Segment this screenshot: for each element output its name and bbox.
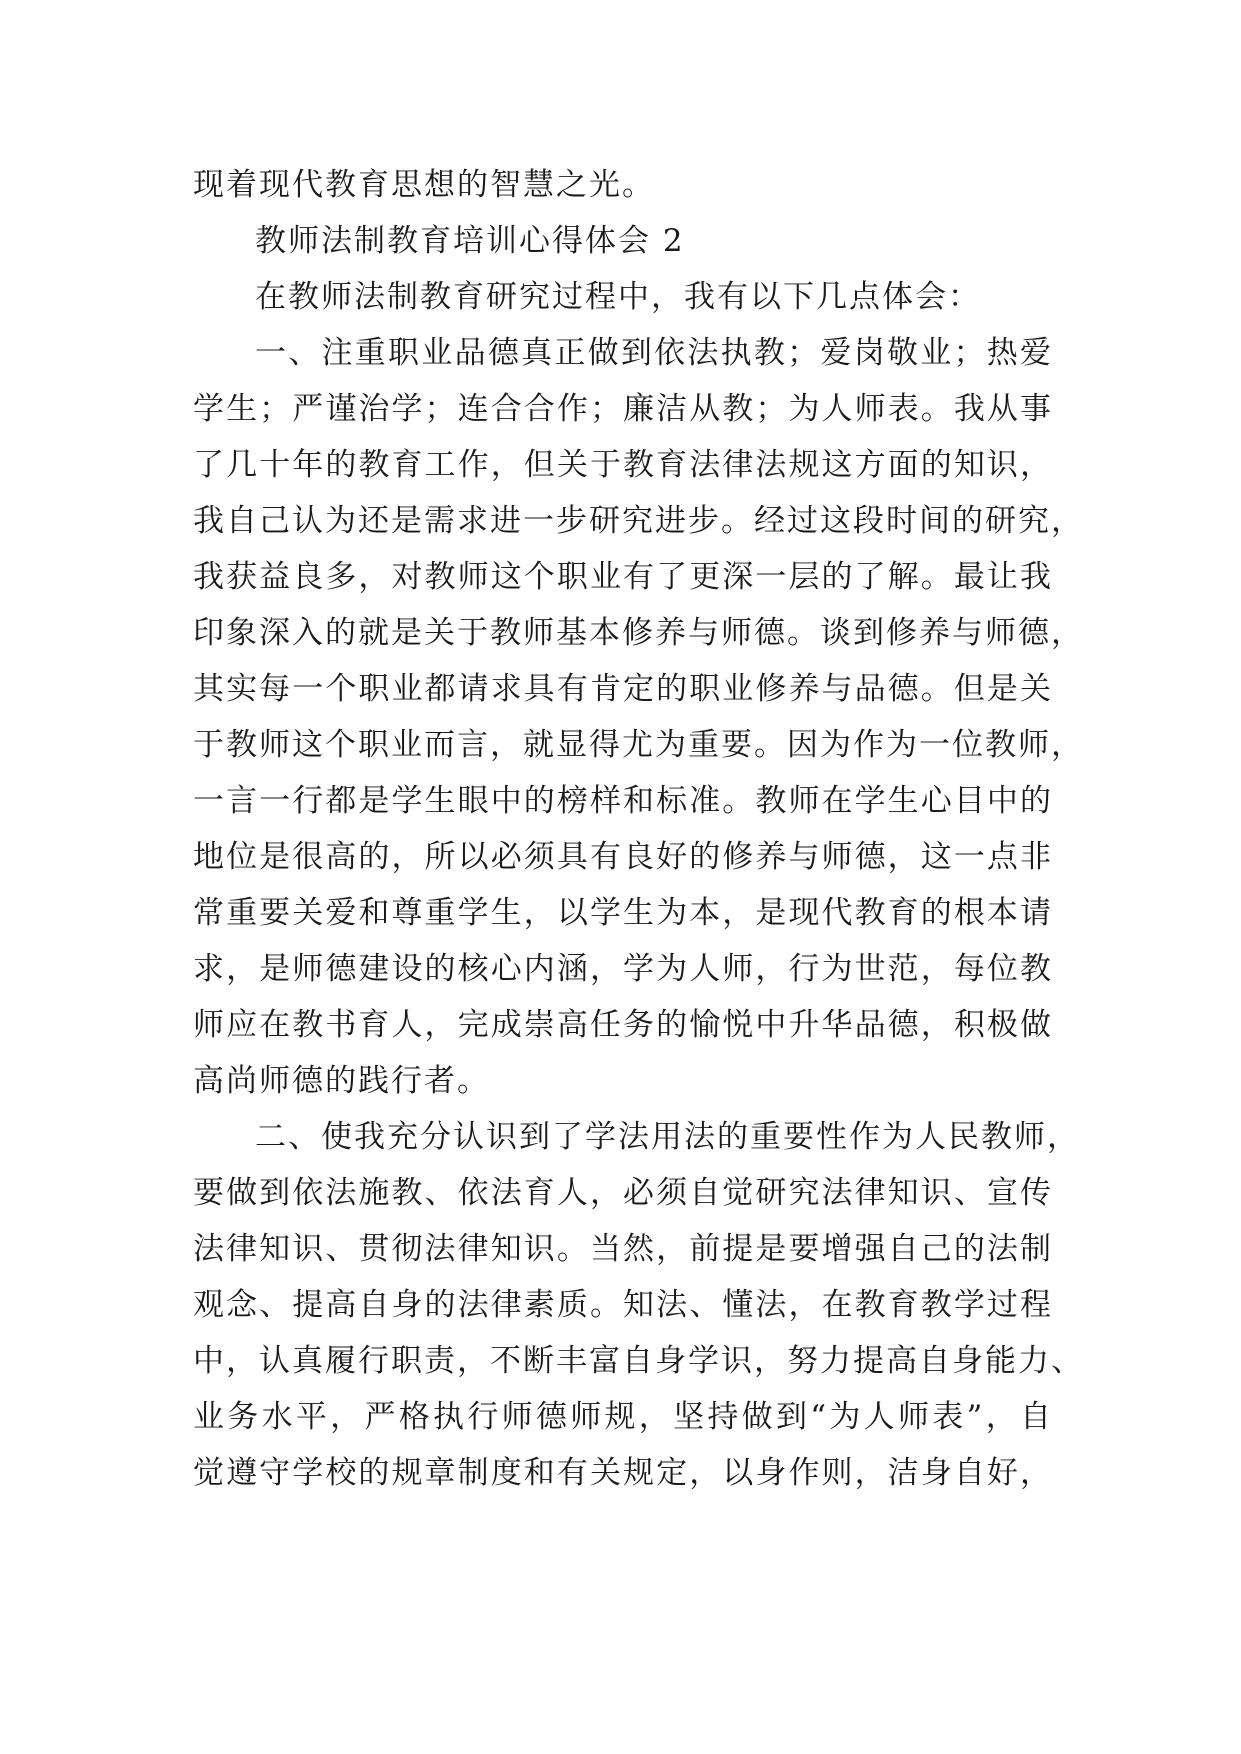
text-line: 我自己认为还是需求进一步研究进步。经过这段时间的研究，	[193, 503, 1084, 539]
text-line: 业务水平，严格执行师德师规，坚持做到“为人师表”，自	[193, 1399, 1053, 1435]
text-line: 学生；严谨治学；连合合作；廉洁从教；为人师表。我从事	[193, 391, 1053, 427]
text-line: 于教师这个职业而言，就显得尤为重要。因为作为一位教师，	[193, 727, 1084, 763]
text-line: 常重要关爱和尊重学生，以学生为本，是现代教育的根本请	[193, 895, 1053, 931]
text-line: 现着现代教育思想的智慧之光。	[193, 167, 655, 203]
text-line: 一、注重职业品德真正做到依法执教；爱岗敬业；热爱	[255, 335, 1053, 371]
text-line: 一言一行都是学生眼中的榜样和标准。教师在学生心目中的	[193, 783, 1053, 819]
text-line: 二、使我充分认识到了学法用法的重要性作为人民教师，	[255, 1119, 1080, 1155]
text-line: 求，是师德建设的核心内涵，学为人师，行为世范，每位教	[193, 951, 1053, 987]
text-line: 地位是很高的，所以必须具有良好的修养与师德，这一点非	[193, 839, 1053, 875]
text-line: 在教师法制教育研究过程中，我有以下几点体会：	[255, 279, 981, 315]
text-line: 印象深入的就是关于教师基本修养与师德。谈到修养与师德，	[193, 615, 1084, 651]
text-line: 觉遵守学校的规章制度和有关规定，以身作则，洁身自好，	[193, 1455, 1053, 1491]
body-text	[193, 157, 1084, 1501]
text-line: 我获益良多，对教师这个职业有了更深一层的了解。最让我	[193, 559, 1053, 595]
text-line: 教师法制教育培训心得体会 2	[255, 223, 685, 259]
text-line: 高尚师德的践行者。	[193, 1063, 490, 1099]
text-line: 要做到依法施教、依法育人，必须自觉研究法律知识、宣传	[193, 1175, 1053, 1211]
text-line: 中，认真履行职责，不断丰富自身学识，努力提高自身能力、	[193, 1343, 1084, 1379]
text-line: 法律知识、贯彻法律知识。当然，前提是要增强自己的法制	[193, 1231, 1053, 1267]
text-line: 了几十年的教育工作，但关于教育法律法规这方面的知识，	[193, 447, 1053, 483]
text-line: 师应在教书育人，完成崇高任务的愉悦中升华品德，积极做	[193, 1007, 1053, 1043]
text-line: 其实每一个职业都请求具有肯定的职业修养与品德。但是关	[193, 671, 1053, 707]
text-line: 观念、提高自身的法律素质。知法、懂法，在教育教学过程	[193, 1287, 1053, 1323]
